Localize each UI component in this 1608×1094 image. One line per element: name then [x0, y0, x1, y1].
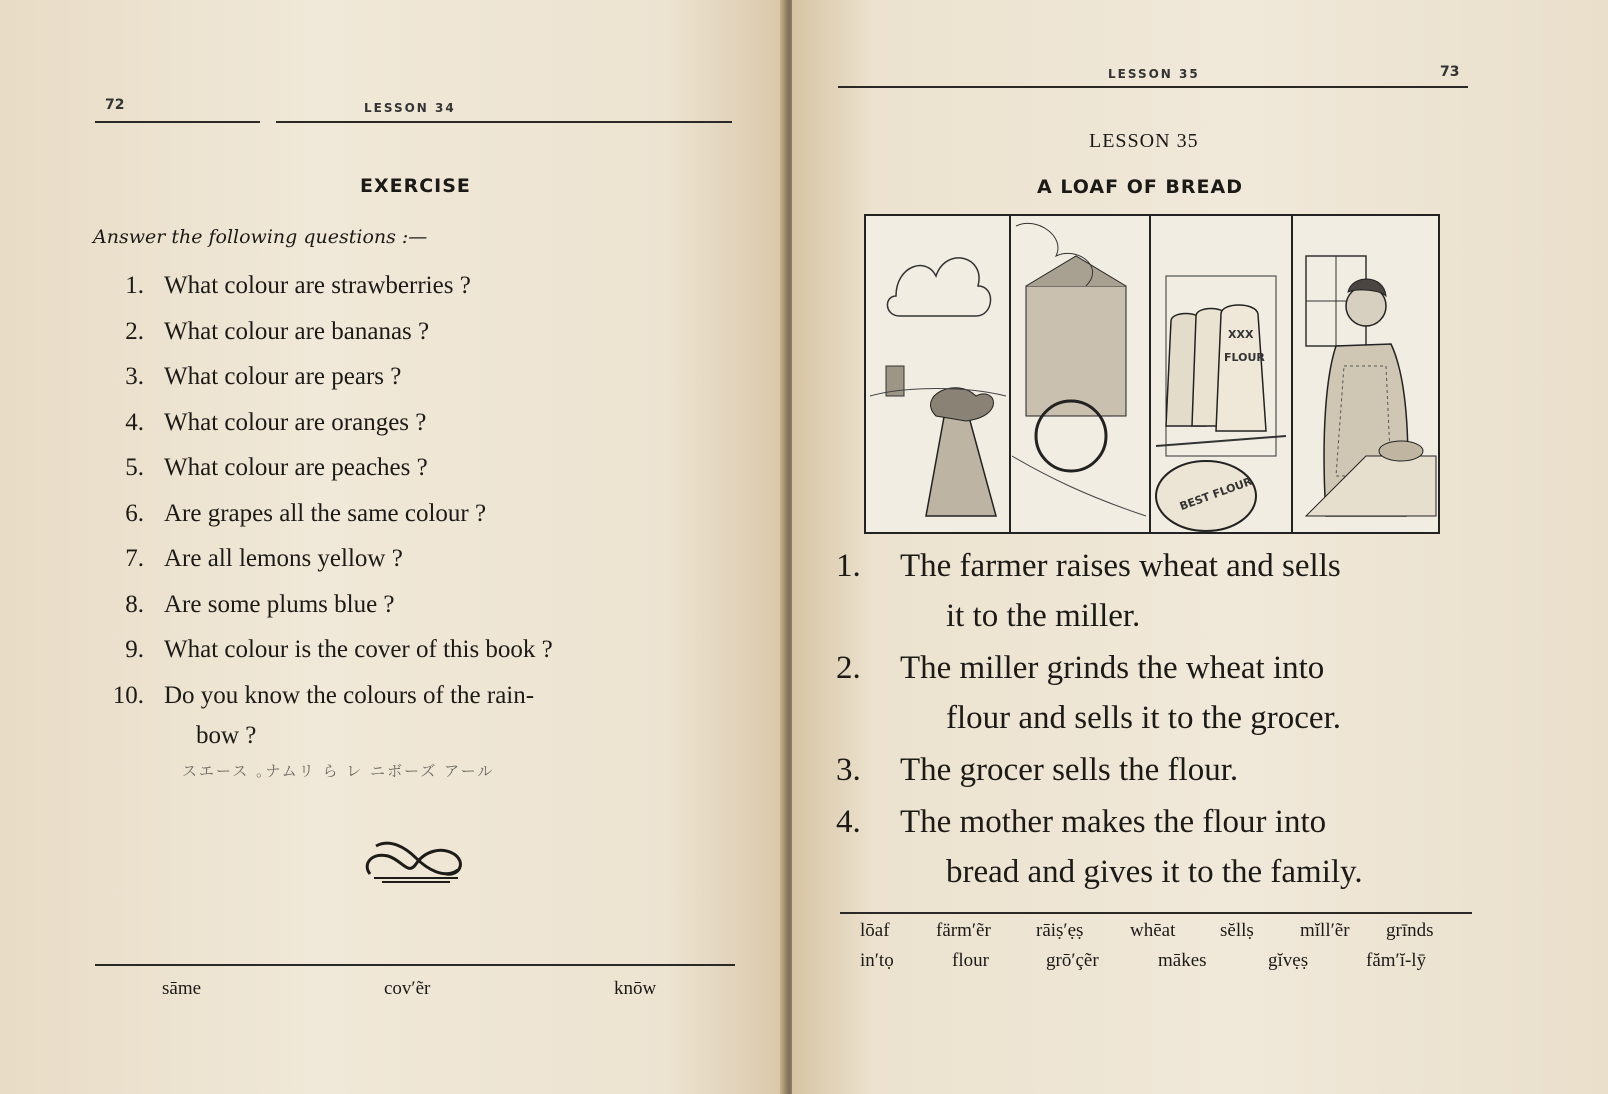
running-head: LESSON 35 — [1108, 67, 1200, 81]
question-number: 1. — [125, 272, 144, 299]
vocab-word: grō′çẽr — [1046, 950, 1099, 971]
footer-rule — [840, 912, 1472, 914]
page-number: 73 — [1440, 64, 1460, 80]
vocab-word: färm′ẽr — [936, 920, 991, 941]
sentence-number: 2. — [836, 650, 861, 686]
question-number: 6. — [125, 499, 144, 527]
question-item — [96, 409, 736, 455]
question-number: 3. — [125, 363, 144, 390]
question-text: What colour are strawberries ? — [164, 272, 471, 299]
vocab-word: flour — [952, 950, 989, 971]
running-head: LESSON 34 — [364, 101, 456, 115]
lesson-heading: A LOAF OF BREAD — [1037, 176, 1244, 198]
question-text: Are grapes all the same colour ? — [164, 499, 487, 527]
sentence-item — [836, 804, 1486, 906]
sentence-line: bread and gives it to the family. — [946, 854, 1363, 890]
vocab-word: sĕllṣ — [1220, 920, 1254, 941]
exercise-heading: EXERCISE — [360, 175, 471, 197]
question-number: 4. — [125, 408, 144, 436]
question-item — [96, 318, 736, 364]
question-number: 8. — [125, 590, 144, 618]
sentence-line: it to the miller. — [946, 598, 1141, 634]
question-number: 10. — [112, 681, 144, 709]
sack-label: FLOUR — [1224, 351, 1265, 364]
sentence-item — [836, 650, 1486, 752]
sentence-number: 4. — [836, 804, 861, 840]
sentence-line: The mother makes the flour into — [900, 804, 1327, 840]
vocab-word: rāiṣ′ẹṣ — [1036, 920, 1084, 941]
lesson-title: LESSON 35 — [1089, 130, 1199, 152]
sentence-item — [836, 548, 1486, 650]
instruction-text: Answer the following questions :— — [93, 226, 428, 248]
page-number: 72 — [105, 97, 125, 113]
question-item — [96, 545, 736, 591]
question-text: What colour are oranges ? — [164, 408, 427, 436]
sack-label-2: XXX — [1228, 328, 1254, 341]
question-text: What colour are bananas ? — [164, 317, 430, 345]
question-text: What colour are peaches ? — [164, 454, 428, 481]
bread-illustration — [864, 214, 1440, 534]
header-rule — [276, 121, 732, 123]
question-text: Do you know the colours of the rain- — [164, 681, 535, 709]
sentence-line: flour and sells it to the grocer. — [946, 700, 1341, 736]
sentence-number: 3. — [836, 752, 861, 788]
vocab-word: mĭll′ẽr — [1300, 920, 1350, 941]
illustration-panels — [866, 216, 1438, 532]
sentence-list — [836, 548, 1486, 906]
left-page — [0, 0, 786, 1094]
footer-rule — [95, 964, 735, 966]
question-text: Are all lemons yellow ? — [164, 545, 403, 572]
vocab-word: făm′ĭ-lȳ — [1366, 950, 1427, 971]
vocab-word: knōw — [614, 978, 657, 999]
sentence-number: 1. — [836, 548, 861, 584]
ornament-icon — [362, 834, 470, 888]
question-text: What colour are pears ? — [164, 363, 402, 390]
question-item — [96, 500, 736, 546]
vocab-word: cov′ẽr — [384, 978, 431, 999]
vocab-word: mākes — [1158, 950, 1207, 971]
question-item — [96, 272, 736, 318]
question-item — [96, 454, 736, 500]
vocab-word: whēat — [1130, 920, 1176, 941]
question-continuation: bow ? — [196, 721, 257, 749]
barrel-label: BEST FLOUR — [1177, 474, 1254, 514]
question-item — [96, 681, 736, 749]
vocab-word: in′tọ — [860, 950, 894, 971]
header-rule — [95, 121, 260, 123]
question-item — [96, 636, 736, 682]
handwritten-note: スエース ｡ナムリ ら レ ニボーズ アール — [182, 762, 495, 780]
vocab-word: grīnds — [1386, 920, 1434, 941]
question-item — [96, 363, 736, 409]
header-rule — [838, 86, 1468, 88]
question-text: What colour is the cover of this book ? — [164, 636, 553, 663]
question-list — [96, 272, 736, 749]
question-item — [96, 591, 736, 637]
right-page — [792, 0, 1608, 1094]
vocab-word: gĭvẹṣ — [1268, 950, 1309, 971]
vocab-word: lōaf — [860, 920, 890, 941]
question-number: 2. — [125, 317, 144, 345]
question-text: Are some plums blue ? — [164, 590, 395, 618]
sentence-line: The miller grinds the wheat into — [900, 650, 1325, 686]
sentence-line: The grocer sells the flour. — [900, 752, 1239, 788]
sentence-item — [836, 752, 1486, 804]
sentence-line: The farmer raises wheat and sells — [900, 548, 1341, 584]
question-number: 9. — [125, 636, 144, 663]
question-number: 5. — [125, 454, 144, 481]
vocab-word: sāme — [162, 978, 202, 999]
question-number: 7. — [125, 545, 144, 572]
